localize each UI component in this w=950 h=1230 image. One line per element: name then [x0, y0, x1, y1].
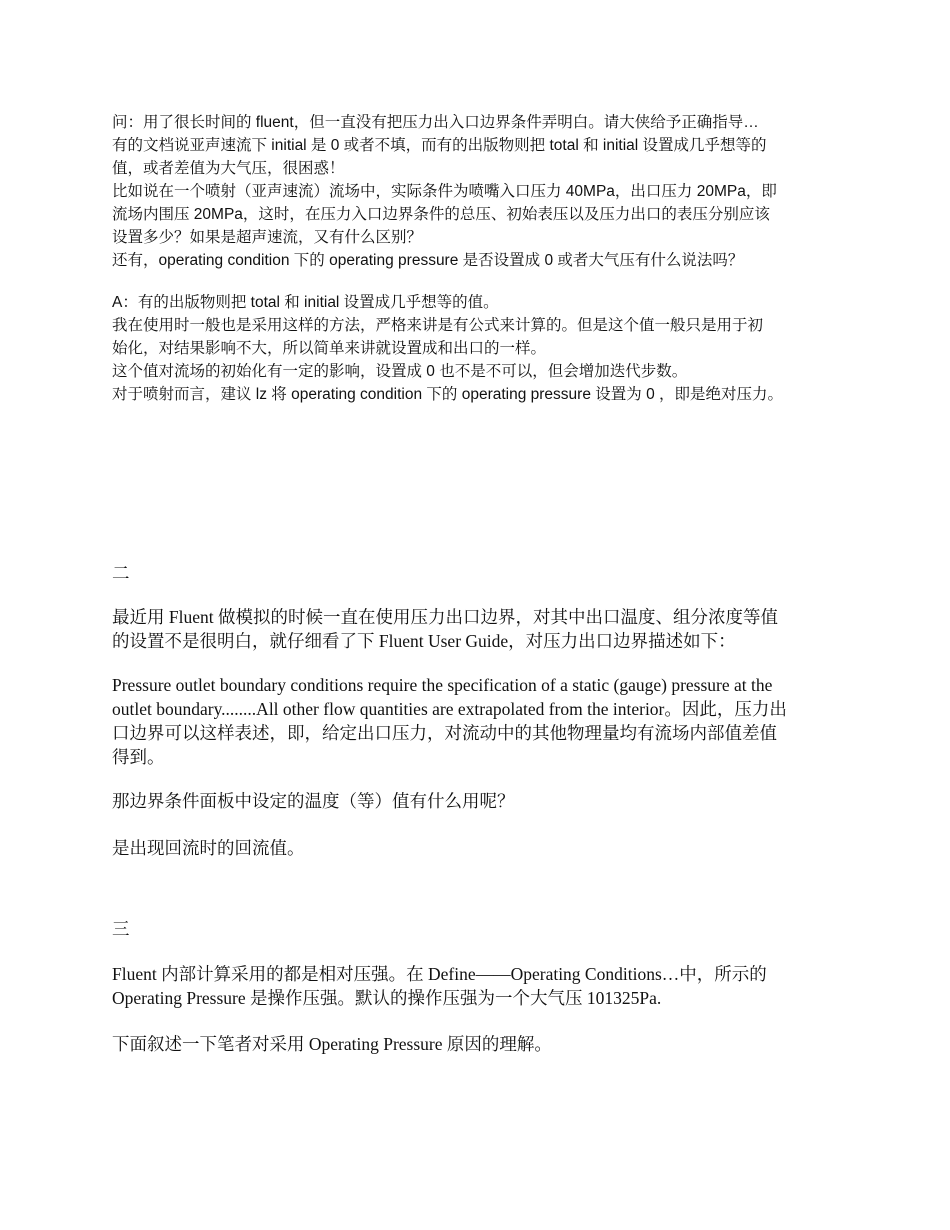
- answer-line: 对于喷射而言，建议 lz 将 operating condition 下的 operating pressure 设置为 0 ，即是绝对压力。: [112, 386, 783, 403]
- paragraph-line: 得到。: [112, 747, 165, 767]
- question-line: 有的文档说亚声速流下 initial 是 0 或者不填，而有的出版物则把 total 和 initial 设置成几乎想等的: [112, 137, 767, 154]
- question-line: 问：用了很长时间的 fluent，但一直没有把压力出入口边界条件弄明白。请大侠给予正确指导…: [112, 114, 759, 131]
- paragraph-line: 最近用 Fluent 做模拟的时候一直在使用压力出口边界，对其中出口温度、组分浓度等值: [112, 607, 778, 627]
- section3-paragraph-1: [112, 962, 842, 1010]
- question-block: [112, 111, 842, 272]
- paragraph-line: Operating Pressure 是操作压强。默认的操作压强为一个大气压 101325Pa.: [112, 988, 662, 1008]
- section3-paragraph-2: [112, 1032, 842, 1056]
- paragraph-line: 是出现回流时的回流值。: [112, 838, 305, 858]
- question-line: 设置多少？如果是超声速流，又有什么区别？: [112, 229, 423, 246]
- question-line: 流场内围压 20MPa，这时，在压力入口边界条件的总压、初始表压以及压力出口的表压分别应该: [112, 206, 770, 223]
- paragraph-line: 的设置不是很明白，就仔细看了下 Fluent User Guide，对压力出口边界描述如下：: [112, 631, 736, 651]
- paragraph-line: Fluent 内部计算采用的都是相对压强。在 Define——Operating Conditions…中，所示的: [112, 964, 767, 984]
- section-heading-3: 三: [112, 919, 130, 939]
- paragraph-line: 下面叙述一下笔者对采用 Operating Pressure 原因的理解。: [112, 1034, 552, 1054]
- question-line: 比如说在一个喷射（亚声速流）流场中，实际条件为喷嘴入口压力 40MPa，出口压力 20MPa，即: [112, 183, 777, 200]
- answer-line: A：有的出版物则把 total 和 initial 设置成几乎想等的值。: [112, 294, 499, 311]
- question-line: 值，或者差值为大气压，很困惑！: [112, 160, 345, 177]
- question-line: 还有，operating condition 下的 operating pressure 是否设置成 0 或者大气压有什么说法吗？: [112, 252, 744, 269]
- section-heading-2: 二: [112, 563, 130, 583]
- paragraph-line: 口边界可以这样表述，即，给定出口压力，对流动中的其他物理量均有流场内部值差值: [112, 723, 777, 743]
- answer-line: 这个值对流场的初始化有一定的影响，设置成 0 也不是不可以，但会增加迭代步数。: [112, 363, 688, 380]
- paragraph-line: 那边界条件面板中设定的温度（等）值有什么用呢？: [112, 791, 515, 811]
- paragraph-line: outlet boundary........All other flow quantities are extrapolated from the interior。因此，压力出: [112, 699, 787, 719]
- answer-block: [112, 291, 842, 406]
- section2-paragraph-2: [112, 673, 842, 769]
- answer-line: 始化，对结果影响不大，所以简单来讲就设置成和出口的一样。: [112, 340, 547, 357]
- section2-paragraph-1: [112, 605, 842, 653]
- answer-line: 我在使用时一般也是采用这样的方法，严格来讲是有公式来计算的。但是这个值一般只是用于初: [112, 317, 764, 334]
- section2-paragraph-4: [112, 836, 842, 860]
- paragraph-line: Pressure outlet boundary conditions require the specification of a static (gauge) pressure at the: [112, 675, 773, 695]
- section2-paragraph-3: [112, 789, 842, 813]
